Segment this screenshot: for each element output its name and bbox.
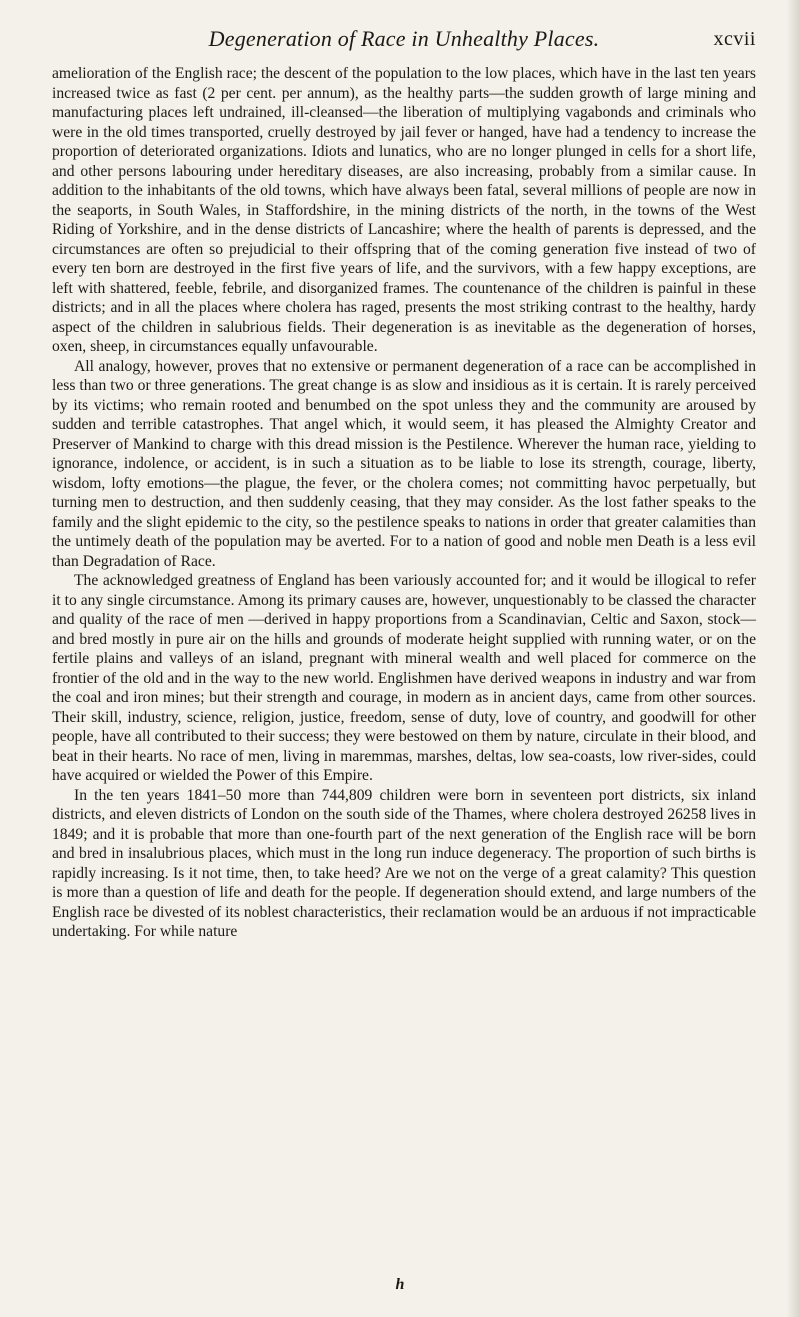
running-title: Degeneration of Race in Unhealthy Places. (208, 26, 600, 51)
paragraph: The acknowledged greatness of England has been variously accounted for; and it would be illogical to refer it to any single circumstance. Among its primary causes are, however, unquestionably to be classed the character and quality of the race of men —derived in happy proportions from a Scandinavian, Celtic and Saxon, stock—and bred mostly in pure air on the hills and grounds of moderate height supplied with running water, or on the fertile plains and valleys of an island, pregnant with mineral wealth and well placed for commerce on the frontier of the old and in the way to the new world. Englishmen have derived weapons in industry and war from the coal and iron mines; but their strength and courage, in modern as in ancient days, came from other sources. Their skill, industry, science, religion, justice, freedom, sense of duty, love of country, and goodwill for other people, have all contributed to their success; they were bestowed on them by nature, circulate in their blood, and beat in their hearts. No race of men, living in maremmas, marshes, deltas, low sea-coasts, low river-sides, could have acquired or wielded the Power of this Empire. (52, 572, 756, 784)
page-edge-shadow (786, 0, 800, 1317)
page-number: xcvii (713, 28, 756, 50)
paragraph: All analogy, however, proves that no extensive or permanent degeneration of a race can be accomplished in less than two or three generations. The great change is as slow and insidious as it is certain. It is rarely perceived by its victims; who remain rooted and benumbed on the spot unless they and the community are aroused by sudden and terrible catastrophes. That angel which, it would seem, it has pleased the Almighty Creator and Preserver of Mankind to charge with this dread mission is the Pestilence. Wherever the human race, yielding to ignorance, indolence, or accident, is in such a situation as to be liable to lose its strength, courage, liberty, wisdom, lofty emotions—the plague, the fever, or the cholera comes; not committing havoc perpetually, but turning men to destruction, and then suddenly ceasing, that they may consider. As the lost father speaks to the family and the slight epidemic to the city, so the pestilence speaks to nations in order that greater calamities than the untimely death of the population may be averted. For to a nation of good and noble men Death is a less evil than Degradation of Race. (52, 357, 756, 570)
paragraph: In the ten years 1841–50 more than 744,809 children were born in seventeen port districts, six inland districts, and eleven districts of London on the south side of the Thames, where cholera destroyed 26258 lives in 1849; and it is probable that more than one-fourth part of the next generation of the English race will be born and bred in insalubrious places, which must in the long run induce degeneracy. The proportion of such births is rapidly increasing. Is it not time, then, to take heed? Are we not on the verge of a great calamity? This question is more than a question of life and death for the people. If degeneration should extend, and large numbers of the English race be divested of its noblest characteristics, their reclamation would be an arduous if not impracticable undertaking. For while nature (52, 786, 756, 940)
page-header (52, 20, 756, 56)
paragraph-continued: amelioration of the English race; the descent of the population to the low places, which have in the last ten years increased twice as fast (2 per cent. per annum), as the healthy parts—the sudden growth of large mining and manufacturing places left undrained, ill-cleansed—the liberation of multiplying vagabonds and criminals who were in the old times transported, cruelly destroyed by jail fever or hanged, have had a tendency to increase the proportion of deteriorated organizations. Idiots and lunatics, who are no longer plunged in cells for a short life, and other persons labouring under hereditary diseases, are also increasing, probably from a similar cause. In addition to the inhabitants of the old towns, which have always been fatal, several millions of people are now in the seaports, in South Wales, in Staffordshire, in the mining districts of the north, in the towns of the West Riding of Yorkshire, and in the dense districts of Lancashire; where the health of parents is depressed, and the circumstances are often so prejudicial to their offspring that of the coming generation five instead of two of every ten born are destroyed in the first five years of life, and the survivors, with a few happy exceptions, are left with shattered, feeble, febrile, and disorganized frames. The countenance of the children is painful in these districts; and in all the places where cholera has raged, presents the most striking contrast to the healthy, hardy aspect of the children in salubrious fields. Their degeneration is as inevitable as the degeneration of horses, oxen, sheep, in circumstances equally unfavourable. (52, 65, 756, 355)
body-text (52, 64, 756, 942)
signature-mark: h (395, 1276, 405, 1293)
